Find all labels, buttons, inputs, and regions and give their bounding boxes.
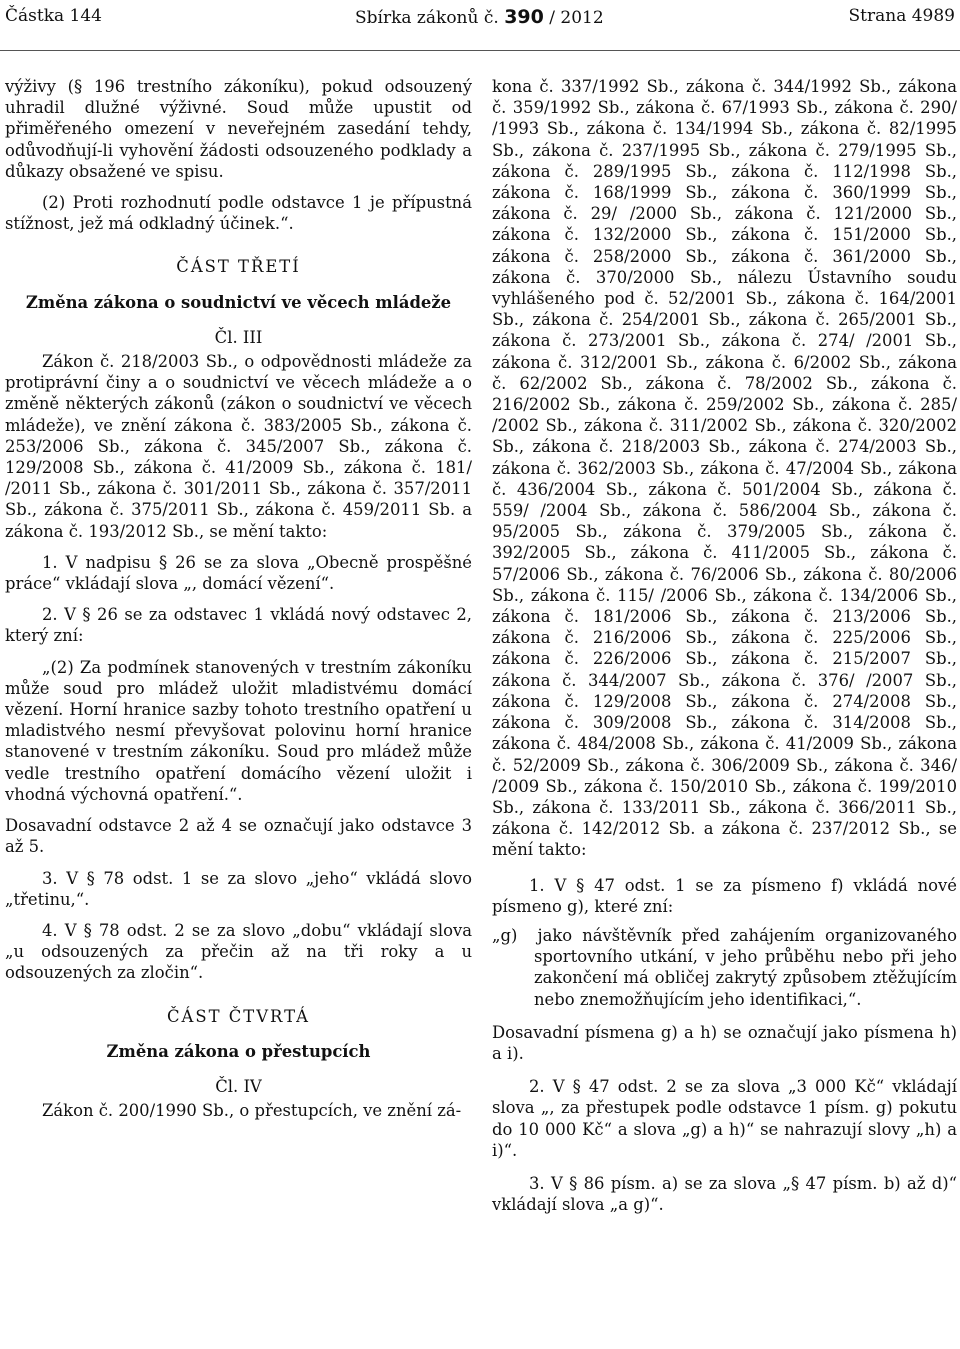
header-collection-prefix: Sbírka zákonů č. — [355, 8, 499, 28]
article-number: Čl. IV — [215, 1076, 262, 1096]
paragraph: 4. V § 78 odst. 2 se za slovo „dobu“ vkládají slova „u odsouzených za přečin až na tři roky a u odsouzených za zločin“. — [5, 920, 472, 983]
paragraph: 3. V § 86 písm. a) se za slova „§ 47 písm. b) až d)“ vkládají slova „a g)“. — [492, 1173, 957, 1215]
part-heading: ČÁST ČTVRTÁ — [167, 1006, 310, 1026]
paragraph: 2. V § 26 se za odstavec 1 vkládá nový odstavec 2, který zní: — [5, 605, 472, 646]
letter-body: jako návštěvník před zahájením organizovaného sportovního utkání, v jeho průběhu nebo při jeho zakončení má obličej zakrytý způsobem ztěžujícím nebo znemožňujícím jeho identifikaci,“. — [534, 925, 957, 1009]
paragraph: kona č. 337/1992 Sb., zákona č. 344/1992 Sb., zákona č. 359/1992 Sb., zákona č. 67/1993 Sb., zákona č. 290/ /1993 Sb., zákona č. 134/1994 Sb., zákona č. 82/1995 Sb., zákona č. 237/1995 Sb., zákona č. 279/1995 Sb., zákona č. 289/1995 Sb., zákona č. 112/1998 Sb., zákona č. 168/1999 Sb., zákona č. 360/1999 Sb., zákona č. 29/ /2000 Sb., zákona č. 121/2000 Sb., zákona č. 132/2000 Sb., zákona č. 151/2000 Sb., zákona č. 258/2000 Sb., zákona č. 361/2000 Sb., zákona č. 370/2000 Sb., nálezu Ústavního soudu vyhlášeného pod č. 52/2001 Sb., zákona č. 164/2001 Sb., zákona č. 254/2001 Sb., zákona č. 265/2001 Sb., zákona č. 273/2001 Sb., zákona č. 274/ /2001 Sb., zákona č. 312/2001 Sb., zákona č. 6/2002 Sb., zákona č. 62/2002 Sb., zákona č. 78/2002 Sb., zákona č. 216/2002 Sb., zákona č. 259/2002 Sb., zákona č. 285/ /2002 Sb., zákona č. 311/2002 Sb., zákona č. 320/2002 Sb., zákona č. 218/2003 Sb., zákona č. 274/2003 Sb., zákona č. 362/2003 Sb., zákona č. 47/2004 Sb., zákona č. 436/2004 Sb., zákona č. 501/2004 Sb., zákona č. 559/ /2004 Sb., zákona č. 586/2004 Sb., zákona č. 95/2005 Sb., zákona č. 379/2005 Sb., zákona č. 392/2005 Sb., zákona č. 411/2005 Sb., zákona č. 57/2006 Sb., zákona č. 76/2006 Sb., zákona č. 80/2006 Sb., zákona č. 115/ /2006 Sb., zákona č. 134/2006 Sb., zákona č. 181/2006 Sb., zákona č. 213/2006 Sb., zákona č. 216/2006 Sb., zákona č. 225/2006 Sb., zákona č. 226/2006 Sb., zákona č. 215/2007 Sb., zákona č. 344/2007 Sb., zákona č. 376/ /2007 Sb., zákona č. 129/2008 Sb., zákona č. 274/2008 Sb., zákona č. 309/2008 Sb., zákona č. 314/2008 Sb., zákona č. 484/2008 Sb., zákona č. 41/2009 Sb., zákona č. 52/2009 Sb., zákona č. 306/2009 Sb., zákona č. 346/ /2009 Sb., zákona č. 150/2010 Sb., zákona č. 199/2010 Sb., zákona č. 133/2011 Sb., zákona č. 366/2011 Sb., zákona č. 142/2012 Sb. a zákona č. 237/2012 Sb., se mění takto: — [492, 77, 957, 860]
paragraph: Dosavadní odstavce 2 až 4 se označují jako odstavce 3 až 5. — [5, 816, 472, 857]
header-page-number: Strana 4989 — [848, 6, 955, 26]
left-column — [5, 76, 472, 1121]
paragraph: 1. V nadpisu § 26 se za slova „Obecně prospěšné práce“ vkládají slova „, domácí vězení“. — [5, 552, 472, 594]
article-number: Čl. III — [214, 327, 263, 347]
header-collection-year: / 2012 — [543, 8, 604, 28]
page-header — [0, 6, 960, 36]
paragraph: 1. V § 47 odst. 1 se za písmeno f) vkládá nové písmeno g), které zní: — [492, 875, 957, 916]
header-divider — [0, 50, 960, 51]
paragraph: výživy (§ 196 trestního zákoníku), pokud odsouzený uhradil dlužné výživné. Soud může upustit od přiměřeného omezení v neveřejném zasedání tehdy, odůvodňují-li vyhovění žádosti odsouzeného podklady a důkazy obsažené ve spisu. — [5, 77, 472, 181]
paragraph — [492, 925, 957, 1010]
part-heading: ČÁST TŘETÍ — [176, 257, 301, 277]
paragraph: Zákon č. 218/2003 Sb., o odpovědnosti mládeže za protiprávní činy a o soudnictví ve věcech mládeže a o změně některých zákonů (zákon o soudnictví ve věcech mládeže), ve znění zákona č. 383/2005 Sb., zákona č. 253/2006 Sb., zákona č. 345/2007 Sb., zákona č. 129/2008 Sb., zákona č. 41/2009 Sb., zákona č. 181/ /2011 Sb., zákona č. 301/2011 Sb., zákona č. 357/2011 Sb., zákona č. 375/2011 Sb., zákona č. 459/2011 Sb. a zákona č. 193/2012 Sb., se mění takto: — [5, 352, 472, 541]
header-collection-number: 390 — [504, 6, 544, 28]
letter-label: „g) — [492, 925, 518, 945]
right-column — [492, 76, 957, 1215]
part-subheading: Změna zákona o přestupcích — [106, 1041, 371, 1061]
part-subheading: Změna zákona o soudnictví ve věcech mládeže — [25, 292, 452, 312]
paragraph: 3. V § 78 odst. 1 se za slovo „jeho“ vkládá slovo „třetinu,“. — [5, 868, 472, 909]
paragraph: „(2) Za podmínek stanovených v trestním zákoníku může soud pro mládež uložit mladistvému domácí vězení. Horní hranice sazby tohoto trestního opatření u mladistvého nesmí převyšovat polovinu horní hranice stanovené v trestním zákoníku. Soud pro mládež může vedle trestního opatření domácího vězení uložit i vhodná výchovná opatření.“. — [5, 657, 472, 804]
paragraph: (2) Proti rozhodnutí podle odstavce 1 je přípustná stížnost, jež má odkladný účinek.“. — [5, 193, 472, 234]
paragraph: Dosavadní písmena g) a h) se označují jako písmena h) a i). — [492, 1022, 957, 1063]
paragraph: 2. V § 47 odst. 2 se za slova „3 000 Kč“ vkládají slova „, za přestupek podle odstavce 1 písm. g) pokutu do 10 000 Kč“ a slova „g) a h)“ se nahrazují slovy „h) a i)“. — [492, 1077, 957, 1160]
header-collection — [355, 6, 604, 28]
header-issue: Částka 144 — [5, 6, 102, 26]
paragraph: Zákon č. 200/1990 Sb., o přestupcích, ve znění zá- — [42, 1101, 462, 1121]
